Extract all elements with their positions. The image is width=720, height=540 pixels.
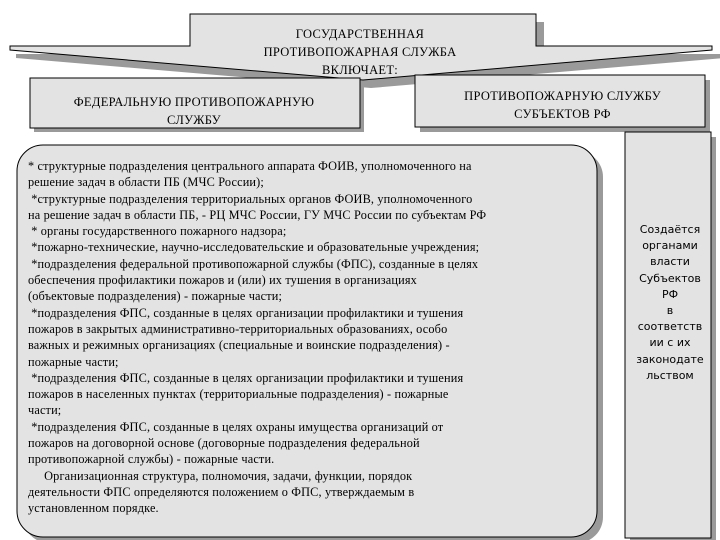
right-box-line-1: ПРОТИВОПОЖАРНУЮ СЛУЖБУ — [464, 89, 661, 103]
side-text-line: органами — [642, 239, 698, 253]
main-text-line: пожаров в закрытых административно-территориальных образованиях, особо — [28, 321, 448, 336]
main-text-line: решение задач в области ПБ (МЧС России); — [28, 175, 264, 190]
side-text-line: РФ — [661, 287, 679, 301]
main-text-line: пожарные части; — [28, 354, 119, 369]
main-text-line: *подразделения федеральной противопожарной службы (ФПС), созданные в целях — [28, 256, 479, 271]
header-line-2: ПРОТИВОПОЖАРНАЯ СЛУЖБА — [263, 45, 457, 59]
header-line-3: ВКЛЮЧАЕТ: — [321, 63, 399, 77]
main-text-line: Организационная структура, полномочия, задачи, функции, порядок — [28, 468, 413, 483]
main-text-line: важных и режимных организациях (специальные и воинские подразделения) - — [28, 338, 450, 353]
side-text-line: власти — [650, 255, 690, 269]
main-text-line: пожаров в населенных пунктах (территориальные подразделения) - пожарные — [28, 387, 449, 402]
side-text-line: законодате — [636, 352, 704, 366]
side-text-line: в — [666, 304, 674, 318]
side-text-line: ии с их — [649, 336, 691, 350]
main-text-line: противопожарной службы) - пожарные части. — [28, 452, 275, 467]
main-text-line: * структурные подразделения центрального аппарата ФОИВ, уполномоченного на — [28, 159, 472, 173]
left-box-line-1: ФЕДЕРАЛЬНУЮ ПРОТИВОПОЖАРНУЮ — [73, 95, 315, 109]
header-line-1: ГОСУДАРСТВЕННАЯ — [295, 27, 425, 41]
main-text-line: деятельности ФПС определяются положением о ФПС, утверждаемым в — [28, 484, 415, 499]
side-text-line: льством — [646, 368, 694, 382]
side-text-line: Субъектов — [639, 271, 701, 285]
side-box-text — [629, 222, 711, 384]
main-text-line: на решение задач в области ПБ, - РЦ МЧС России, ГУ МЧС России по субъектам РФ — [28, 207, 487, 222]
right-box-line-2: СУБЪЕКТОВ РФ — [514, 107, 611, 121]
header-title — [210, 25, 510, 79]
main-text-line: установленном порядке. — [28, 501, 159, 516]
main-text-line: части; — [28, 403, 62, 418]
side-text-line: Создаётся — [639, 223, 701, 236]
main-text-line: пожаров на договорной основе (договорные подразделения федеральной — [28, 436, 420, 451]
main-text-line: (объектовые подразделения) - пожарные части; — [28, 289, 283, 304]
right-box-label — [425, 87, 700, 123]
main-text-line: *подразделения ФПС, созданные в целях организации профилактики и тушения — [28, 305, 464, 320]
main-text-line: обеспечения профилактики пожаров и (или) их тушения в организациях — [28, 273, 417, 288]
side-text-line: соответств — [637, 320, 703, 334]
main-box-text — [28, 158, 588, 517]
main-text-line: *структурные подразделения территориальных органов ФОИВ, уполномоченного — [28, 191, 473, 206]
left-box-label — [35, 93, 353, 129]
main-text-line: *подразделения ФПС, созданные в целях организации профилактики и тушения — [28, 370, 464, 385]
left-box-line-2: СЛУЖБУ — [167, 113, 221, 127]
main-text-line: *пожарно-технические, научно-исследовательские и образовательные учреждения; — [28, 240, 480, 255]
main-text-line: *подразделения ФПС, созданные в целях охраны имущества организаций от — [28, 419, 444, 434]
main-text-line: * органы государственного пожарного надзора; — [28, 224, 287, 239]
